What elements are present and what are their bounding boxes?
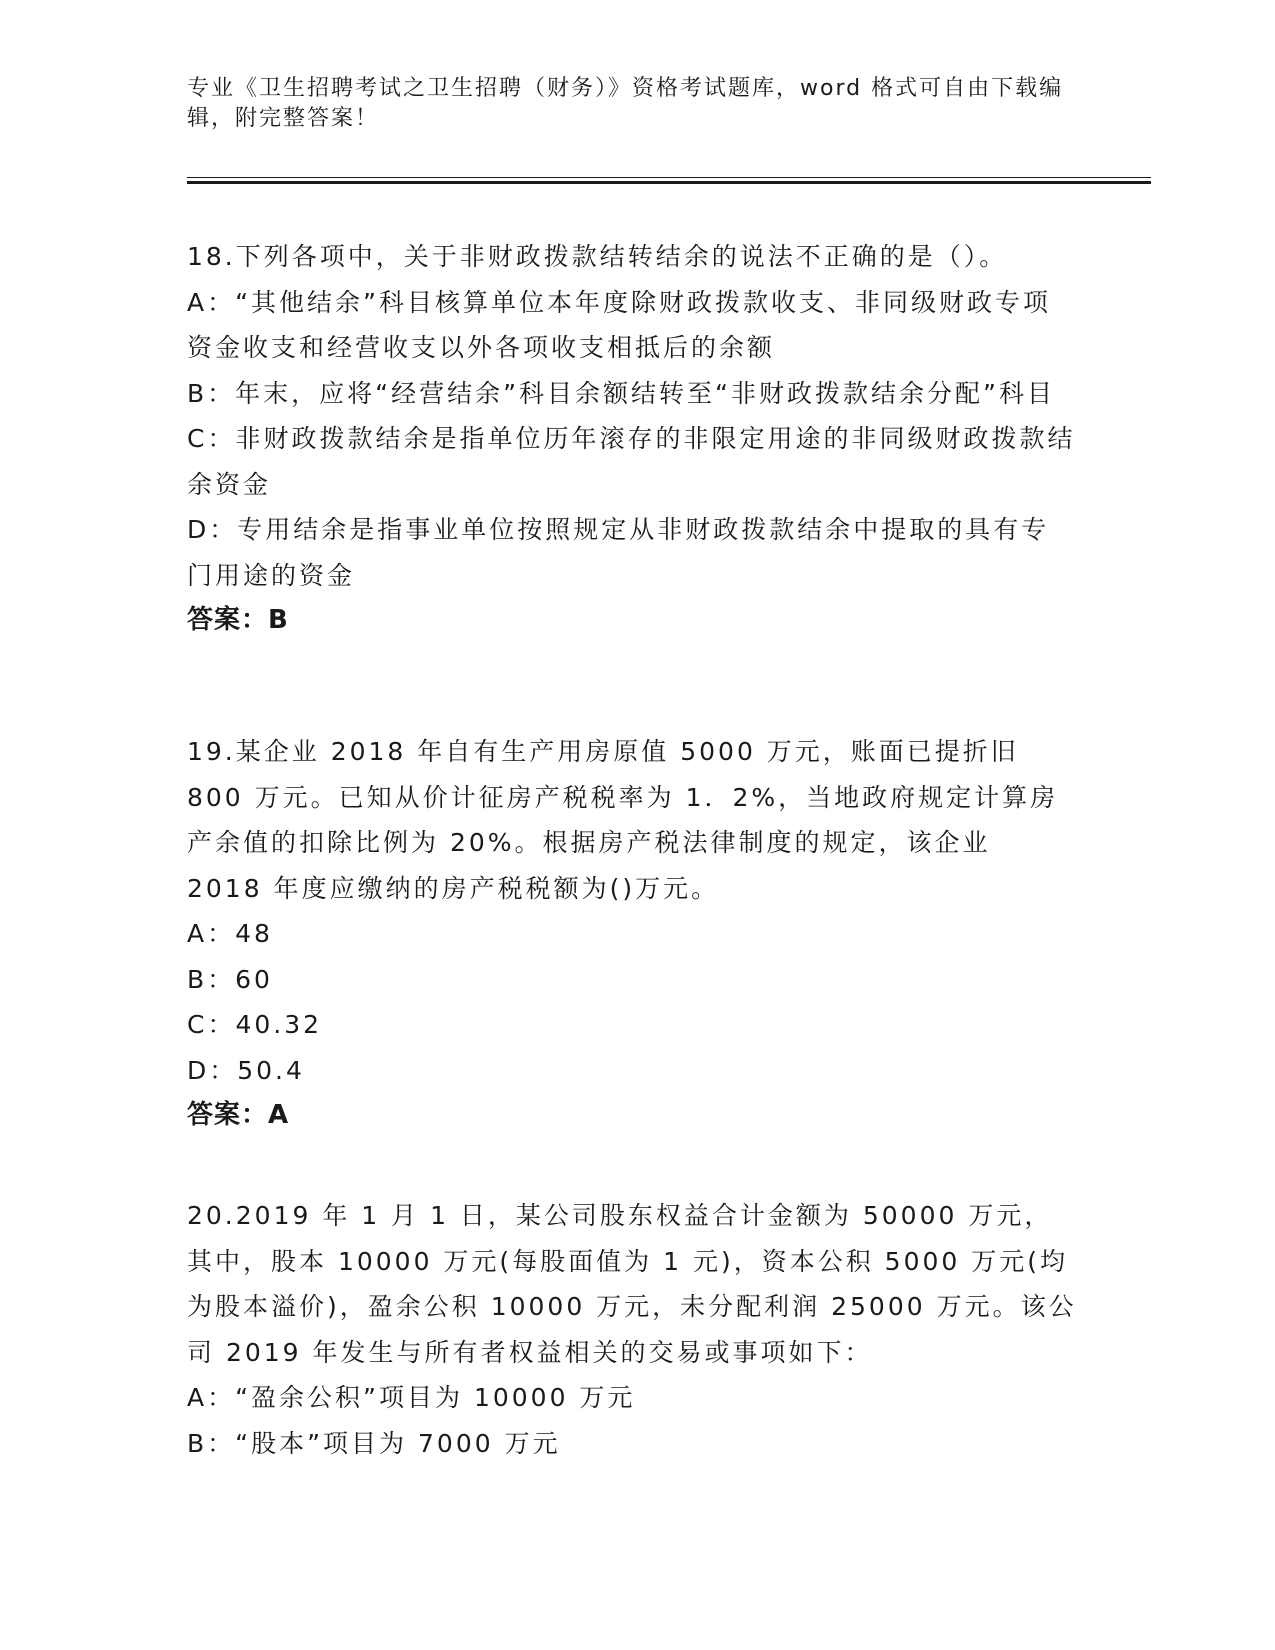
- question-stem: 19.某企业 2018 年自有生产用房原值 5000 万元，账面已提折旧 800 万元。已知从价计征房产税税率为 1．2%，当地政府规定计算房产余值的扣除比例为 20%。根据房产税法律制度的规定，该企业 2018 年度应缴纳的房产税税额为()万元。: [187, 737, 1059, 903]
- option-a: A：48: [187, 919, 273, 948]
- option-d: D：专用结余是指事业单位按照规定从非财政拨款结余中提取的具有专门用途的资金: [187, 515, 1050, 590]
- option-b: B：年末，应将“经营结余”科目余额结转至“非财政拨款结余分配”科目: [187, 378, 1055, 408]
- question-18: [187, 234, 1077, 644]
- question-stem: 18.下列各项中，关于非财政拨款结转结余的说法不正确的是（）。: [187, 242, 1008, 271]
- option-a: A：“其他结余”科目核算单位本年度除财政拨款收支、非同级财政专项资金收支和经营收支以外各项收支相抵后的余额: [187, 287, 1052, 362]
- question-stem: 20.2019 年 1 月 1 日，某公司股东权益合计金额为 50000 万元，其中，股本 10000 万元(每股面值为 1 元)，资本公积 5000 万元(均为股本溢价)，盈余公积 10000 万元，未分配利润 25000 万元。该公司 2019 年发生与所有者权益相关的交易或事项如下：: [187, 1201, 1077, 1367]
- answer-label: 答案：B: [187, 605, 289, 635]
- header-divider-thick: [187, 181, 1151, 184]
- header-divider-thin: [187, 177, 1151, 178]
- question-19: [187, 729, 1077, 1139]
- option-b: B：“股本”项目为 7000 万元: [187, 1428, 561, 1458]
- option-d: D：50.4: [187, 1055, 305, 1085]
- option-b: B：60: [187, 964, 273, 994]
- answer-label: 答案：A: [187, 1100, 290, 1130]
- document-intro: 专业《卫生招聘考试之卫生招聘（财务）》资格考试题库，word 格式可自由下载编辑，附完整答案！: [187, 76, 1064, 131]
- option-a: A：“盈余公积”项目为 10000 万元: [187, 1383, 636, 1412]
- option-c: C：40.32: [187, 1010, 323, 1039]
- option-c: C：非财政拨款结余是指单位历年滚存的非限定用途的非同级财政拨款结余资金: [187, 424, 1076, 499]
- question-20: [187, 1193, 1077, 1466]
